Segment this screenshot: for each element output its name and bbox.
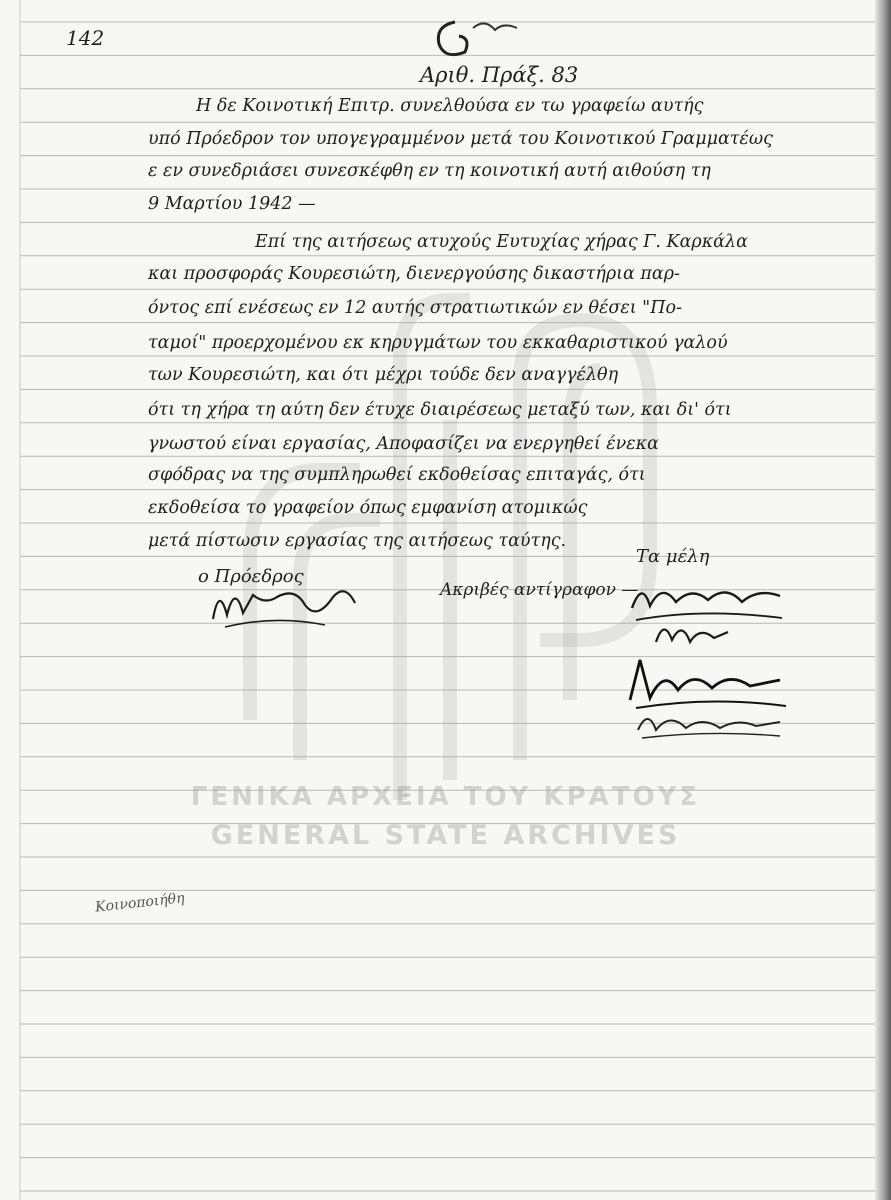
body-line: 9 Μαρτίου 1942 — <box>148 194 316 214</box>
body-line: ταμοί" προερχομένου εκ κηρυγμάτων του εκκαθαριστικού γαλού <box>148 333 728 353</box>
stamp-mark-icon <box>425 8 535 63</box>
body-line: των Κουρεσιώτη, και ότι μέχρι τούδε δεν αναγγέλθη <box>148 365 619 385</box>
president-signature <box>205 575 365 635</box>
members-label: Τα μέλη <box>636 546 710 567</box>
watermark-english: GENERAL STATE ARCHIVES <box>210 820 681 851</box>
body-line: ε εν συνεδριάσει συνεσκέφθη εν τη κοινοτική αυτή αιθούση τη <box>148 161 711 181</box>
body-line: εκδοθείσα το γραφείον όπως εμφανίση ατομικώς <box>148 498 588 518</box>
page-number: 142 <box>66 26 105 50</box>
member-signature-4 <box>630 700 790 745</box>
margin-note: Κοινοποιήθη <box>94 890 186 916</box>
watermark-greek: ΓΕΝΙΚΑ ΑΡΧΕΙΑ ΤΟΥ ΚΡΑΤΟΥΣ <box>190 782 701 812</box>
page-edge-shadow <box>875 0 891 1200</box>
body-line: όντος επί ενέσεως εν 12 αυτής στρατιωτικών εν θέσει "Πο- <box>148 298 682 318</box>
president-label: ο Πρόεδρος <box>198 566 304 587</box>
body-line: Η δε Κοινοτική Επιτρ. συνελθούσα εν τω γραφείω αυτής <box>196 96 704 116</box>
body-line: σφόδρας να της συμπληρωθεί εκδοθείσας επιταγάς, ότι <box>148 465 646 485</box>
body-line: υπό Πρόεδρον τον υπογεγραμμένον μετά του Κοινοτικού Γραμματέως <box>148 129 773 149</box>
body-line: Επί της αιτήσεως ατυχούς Ευτυχίας χήρας Γ. Καρκάλα <box>255 232 748 252</box>
body-line: μετά πίστωσιν εργασίας της αιτήσεως ταύτης. <box>148 531 567 551</box>
body-line: και προσφοράς Κουρεσιώτη, διενεργούσης δικαστήρια παρ- <box>148 264 680 284</box>
act-heading: Αριθ. Πράξ. 83 <box>420 63 579 87</box>
body-line: ότι τη χήρα τη αύτη δεν έτυχε διαιρέσεως μεταξύ των, και δι' ότι <box>148 400 732 420</box>
body-line: γνωστού είναι εργασίας, Αποφασίζει να ενεργηθεί ένεκα <box>148 434 659 454</box>
certified-copy-label: Ακριβές αντίγραφον — <box>440 580 639 600</box>
